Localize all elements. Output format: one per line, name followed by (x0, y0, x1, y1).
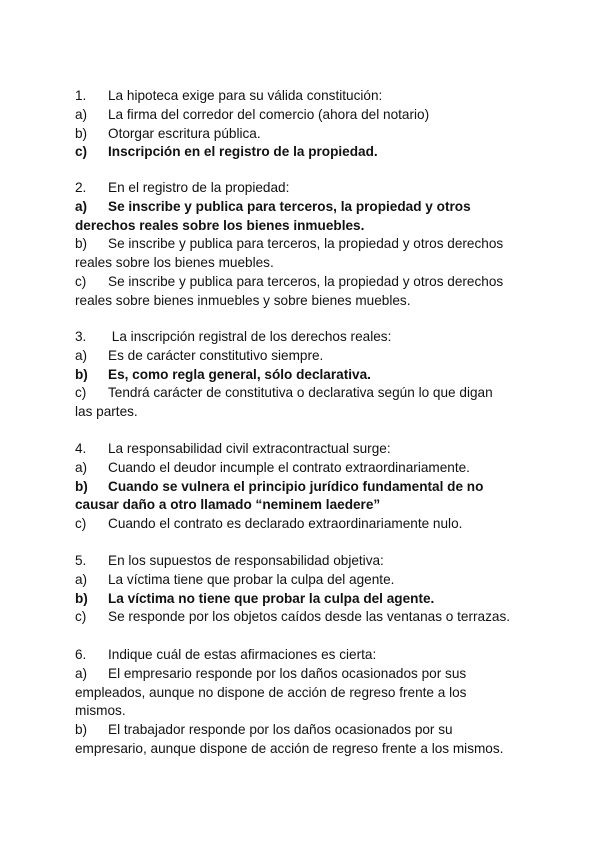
option-text: Otorgar escritura pública. (108, 125, 261, 141)
option-label: c) (75, 385, 87, 401)
question-number: 3. (75, 329, 87, 344)
question-stem (75, 440, 535, 459)
option-text: La firma del corredor del comercio (ahora del notario) (108, 106, 430, 122)
option-c (75, 515, 535, 534)
option-text: Cuando se vulnera el principio jurídico fundamental de no (108, 478, 484, 494)
option-label: a) (75, 571, 88, 587)
option-text: Tendrá carácter de constitutiva o declarativa según lo que digan (108, 385, 493, 401)
option-label: b) (75, 236, 88, 252)
option-label: a) (75, 347, 88, 363)
option-a-continuation (75, 217, 535, 236)
option-text-continuation: derechos reales sobre los bienes inmuebles. (75, 217, 365, 233)
question-number: 4. (75, 441, 87, 456)
option-a (75, 665, 535, 684)
option-text-continuation: empleados, aunque no dispone de acción de regreso frente a los (75, 684, 467, 700)
option-a (75, 106, 535, 125)
question-6 (75, 646, 535, 759)
option-label: c) (75, 273, 87, 289)
option-b-continuation (75, 254, 535, 273)
question-number: 5. (75, 553, 87, 568)
option-a-correct (75, 198, 535, 217)
option-label: c) (75, 144, 88, 160)
option-label: b) (75, 366, 88, 382)
option-text: Se inscribe y publica para terceros, la propiedad y otros derechos (108, 236, 504, 252)
option-label: b) (75, 590, 88, 606)
option-label: b) (75, 125, 88, 141)
option-text-continuation: las partes. (75, 404, 138, 420)
option-label: a) (75, 106, 88, 122)
question-stem (75, 552, 535, 571)
option-label: c) (75, 609, 87, 625)
option-c-continuation (75, 292, 535, 311)
option-label: b) (75, 478, 88, 494)
question-number: 6. (75, 647, 87, 662)
option-a (75, 459, 535, 478)
question-5 (75, 552, 535, 627)
question-stem (75, 646, 535, 665)
option-b (75, 125, 535, 144)
question-text: La inscripción registral de los derechos reales: (108, 329, 392, 344)
option-text: Inscripción en el registro de la propiedad. (108, 144, 378, 160)
option-text: La víctima no tiene que probar la culpa del agente. (108, 590, 435, 606)
option-label: a) (75, 459, 88, 475)
question-4 (75, 440, 535, 534)
question-3 (75, 328, 535, 422)
option-c-continuation (75, 403, 535, 422)
option-c (75, 273, 535, 292)
option-text: El trabajador responde por los daños ocasionados por su (108, 722, 453, 738)
option-a-continuation (75, 684, 535, 703)
option-label: b) (75, 722, 88, 738)
question-text: En el registro de la propiedad: (108, 180, 290, 195)
option-text: Cuando el deudor incumple el contrato extraordinariamente. (108, 459, 470, 475)
option-c-correct (75, 143, 535, 162)
option-text: Se inscribe y publica para terceros, la propiedad y otros (108, 198, 471, 214)
option-text: El empresario responde por los daños ocasionados por sus (108, 665, 467, 681)
question-text: La responsabilidad civil extracontractual surge: (108, 441, 391, 456)
option-text: Es de carácter constitutivo siempre. (108, 347, 324, 363)
question-number: 2. (75, 180, 87, 195)
question-2 (75, 179, 535, 311)
question-text: Indique cuál de estas afirmaciones es cierta: (108, 647, 377, 662)
option-b-correct (75, 590, 535, 609)
option-b-continuation (75, 496, 535, 515)
option-b (75, 235, 535, 254)
question-number: 1. (75, 88, 87, 103)
option-b (75, 721, 535, 740)
question-stem (75, 179, 535, 198)
option-a (75, 571, 535, 590)
option-text: Cuando el contrato es declarado extraordinariamente nulo. (108, 516, 463, 532)
option-text: Se responde por los objetos caídos desde las ventanas o terrazas. (108, 609, 511, 625)
option-b-correct (75, 366, 535, 385)
question-1 (75, 87, 535, 162)
option-a-continuation (75, 702, 535, 721)
option-c (75, 608, 535, 627)
option-text-continuation: empresario, aunque dispone de acción de regreso frente a los mismos. (75, 740, 504, 756)
option-text-continuation: reales sobre los bienes muebles. (75, 255, 274, 271)
question-stem (75, 328, 535, 347)
option-a (75, 347, 535, 366)
option-text-continuation: reales sobre bienes inmuebles y sobre bienes muebles. (75, 292, 411, 308)
question-stem (75, 87, 535, 106)
option-b-continuation (75, 740, 535, 759)
option-b-correct (75, 478, 535, 497)
option-text-continuation: causar daño a otro llamado “neminem laedere” (75, 497, 381, 513)
option-text: Es, como regla general, sólo declarativa. (108, 366, 371, 382)
question-text: En los supuestos de responsabilidad objetiva: (108, 553, 384, 568)
option-text: La víctima tiene que probar la culpa del agente. (108, 571, 395, 587)
option-text-continuation: mismos. (75, 703, 126, 719)
option-label: a) (75, 665, 88, 681)
option-label: c) (75, 516, 87, 532)
option-label: a) (75, 198, 88, 214)
option-text: Se inscribe y publica para terceros, la propiedad y otros derechos (108, 273, 504, 289)
question-text: La hipoteca exige para su válida constitución: (108, 88, 383, 103)
option-c (75, 384, 535, 403)
